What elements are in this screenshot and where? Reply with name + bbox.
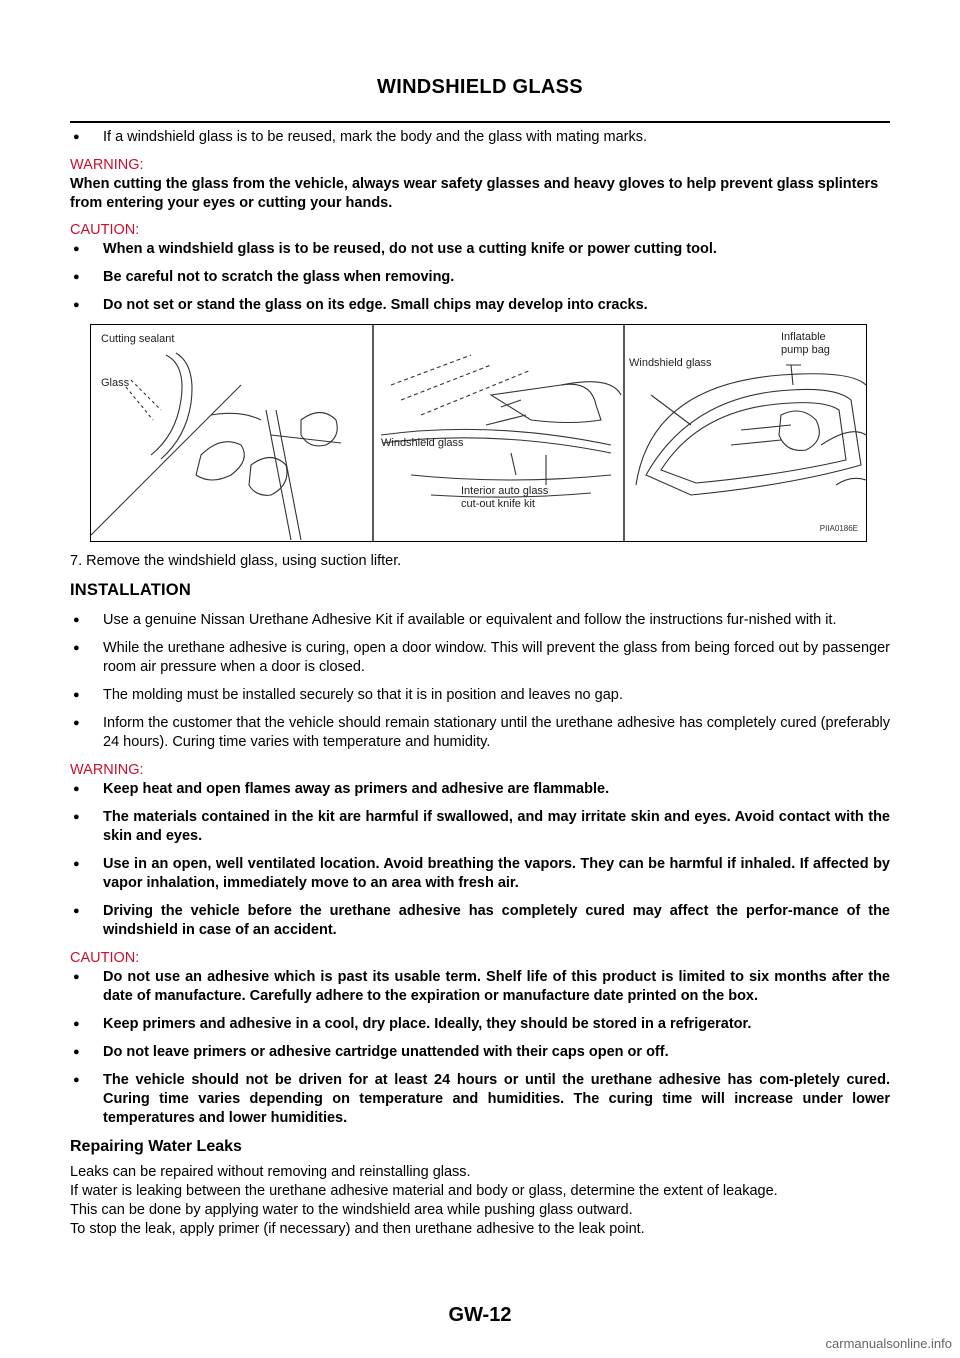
repair-heading: Repairing Water Leaks xyxy=(70,1138,242,1155)
warning-list xyxy=(70,780,890,940)
paragraph-line: If water is leaking between the urethane adhesive material and body or glass, determine the extent of leakage. xyxy=(70,1183,778,1199)
label-glass: Glass xyxy=(101,377,130,389)
page-number: GW-12 xyxy=(448,1304,512,1326)
intro-list xyxy=(70,128,890,147)
list-item: ● The molding must be installed securely so that it is in position and leaves no gap. xyxy=(70,686,890,705)
paragraph-line: To stop the leak, apply primer (if necessary) and then urethane adhesive to the leak point. xyxy=(70,1221,645,1237)
document-body xyxy=(70,128,890,1239)
list-item: ● Be careful not to scratch the glass when removing. xyxy=(70,268,890,287)
title-rule xyxy=(70,121,890,123)
warning-label: WARNING: xyxy=(70,157,144,173)
caution-label: CAUTION: xyxy=(70,950,140,966)
watermark: carmanualsonline.info xyxy=(825,1336,952,1351)
caution-label: CAUTION: xyxy=(70,222,140,238)
paragraph-line: Leaks can be repaired without removing and reinstalling glass. xyxy=(70,1164,471,1180)
list-item: ● If a windshield glass is to be reused, mark the body and the glass with mating marks. xyxy=(70,128,890,147)
label-knife-kit: Interior auto glass cut-out knife kit xyxy=(461,485,549,510)
label-windshield-glass: Windshield glass xyxy=(381,437,464,449)
label-pump-bag: Inflatable pump bag xyxy=(781,331,830,356)
caution-list xyxy=(70,968,890,1128)
paragraph-line: This can be done by applying water to the windshield area while pushing glass outward. xyxy=(70,1202,633,1218)
list-item: ● Do not use an adhesive which is past its usable term. Shelf life of this product is limited to six months after the date of manufacture. Carefully adhere to the expiration or manufacture date printed on the box. xyxy=(70,968,890,1006)
figure-code: PIIA0186E xyxy=(819,524,858,533)
page-title: WINDSHIELD GLASS xyxy=(377,76,583,98)
list-item: ● Keep heat and open flames away as primers and adhesive are flammable. xyxy=(70,780,890,799)
installation-list xyxy=(70,611,890,752)
list-item: ● Driving the vehicle before the urethane adhesive has completely cured may affect the perfor-mance of the windshield in case of an accident. xyxy=(70,902,890,940)
list-item: ● While the urethane adhesive is curing, open a door window. This will prevent the glass from being forced out by passenger room air pressure when a door is closed. xyxy=(70,639,890,677)
repair-paragraph xyxy=(70,1163,890,1239)
list-item: ● Use in an open, well ventilated location. Avoid breathing the vapors. They can be harmful if inhaled. If affected by vapor inhalation, immediately move to an area with fresh air. xyxy=(70,855,890,893)
list-item: ● Keep primers and adhesive in a cool, dry place. Ideally, they should be stored in a refrigerator. xyxy=(70,1015,890,1034)
list-item: ● Use a genuine Nissan Urethane Adhesive Kit if available or equivalent and follow the instructions fur-nished with it. xyxy=(70,611,890,630)
list-item: ● Do not leave primers or adhesive cartridge unattended with their caps open or off. xyxy=(70,1043,890,1062)
installation-heading: INSTALLATION xyxy=(70,581,191,599)
list-item: ● Inform the customer that the vehicle should remain stationary until the urethane adhesive has completely cured (preferably 24 hours). Curing time varies with temperature and humidity. xyxy=(70,714,890,752)
label-windshield-glass-right: Windshield glass xyxy=(629,357,712,369)
list-item: ● The materials contained in the kit are harmful if swallowed, and may irritate skin and eyes. Avoid contact with the skin and eyes. xyxy=(70,808,890,846)
warning-text: When cutting the glass from the vehicle, always wear safety glasses and heavy gloves to help prevent glass splinters from entering your eyes or cutting your hands. xyxy=(70,176,879,211)
list-item: ● The vehicle should not be driven for at least 24 hours or until the urethane adhesive has com-pletely cured. Curing time varies depending on temperature and humidities. The curing time will increase under lower temperatures and lower humidities. xyxy=(70,1071,890,1128)
warning-label: WARNING: xyxy=(70,762,144,778)
list-item: ● When a windshield glass is to be reused, do not use a cutting knife or power cutting tool. xyxy=(70,240,890,259)
removal-figure xyxy=(90,324,867,542)
caution-list xyxy=(70,240,890,315)
list-item: ● Do not set or stand the glass on its edge. Small chips may develop into cracks. xyxy=(70,296,890,315)
label-cutting-sealant: Cutting sealant xyxy=(101,333,175,345)
step-7: 7. Remove the windshield glass, using suction lifter. xyxy=(70,553,402,569)
